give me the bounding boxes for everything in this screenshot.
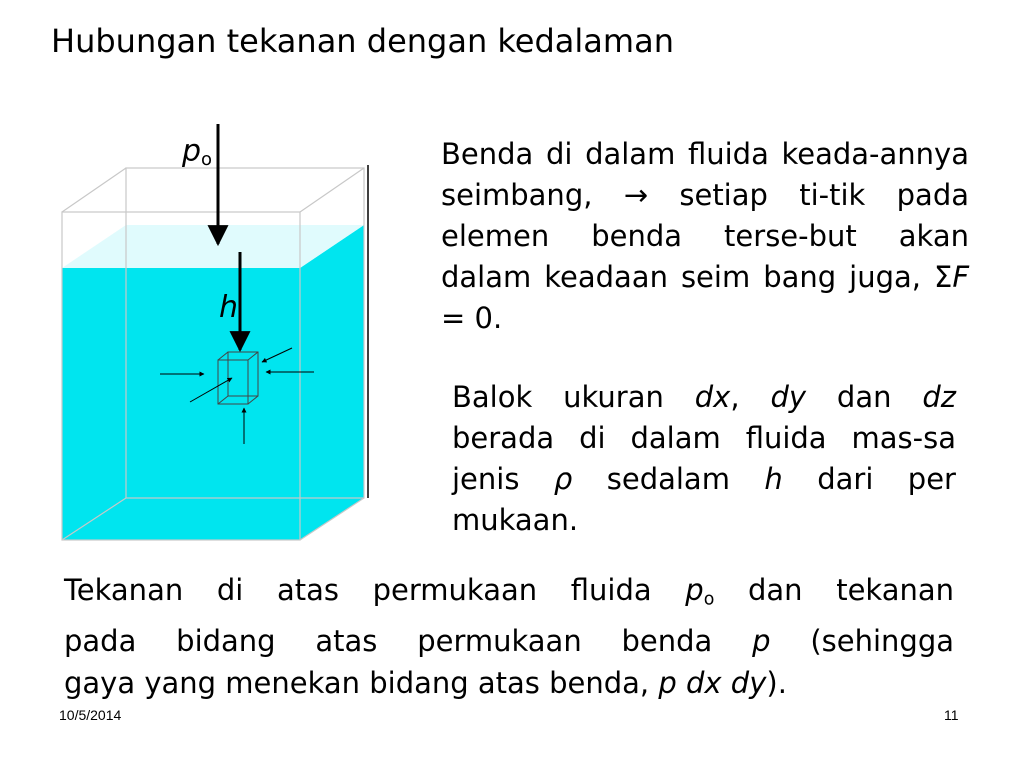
paragraph-equilibrium: Benda di dalam fluida keada-annya seimbang, → setiap ti-tik pada elemen benda terse-but akan dalam keadaan seim bang juga, ΣF = 0. bbox=[441, 137, 969, 335]
fluid-right-face bbox=[300, 225, 364, 540]
paragraph-pressure-line-2: pada bidang atas permukaan benda p (sehingga bbox=[64, 624, 954, 659]
paragraph-block: Balok ukuran dx, dy dan dz berada di dalam fluida mas-sa jenis ρ sedalam h dari per mukaan. bbox=[452, 380, 956, 537]
page-number: 11 bbox=[944, 707, 959, 723]
paragraph-pressure bbox=[64, 569, 954, 704]
p0-label: $p_o$ bbox=[182, 134, 213, 170]
fluid-container-diagram bbox=[0, 0, 440, 560]
slide-title: Hubungan tekanan dengan kedalaman bbox=[51, 22, 674, 60]
paragraph-pressure-line-1: Tekanan di atas permukaan fluida $p_o$ dan tekanan bbox=[64, 573, 954, 610]
footer-date: 10/5/2014 bbox=[59, 707, 122, 723]
paragraph-pressure-line-3: gaya yang menekan bidang atas benda, p dx dy). bbox=[64, 666, 787, 701]
fluid-front-face bbox=[62, 268, 300, 540]
h-label: h bbox=[219, 290, 239, 325]
